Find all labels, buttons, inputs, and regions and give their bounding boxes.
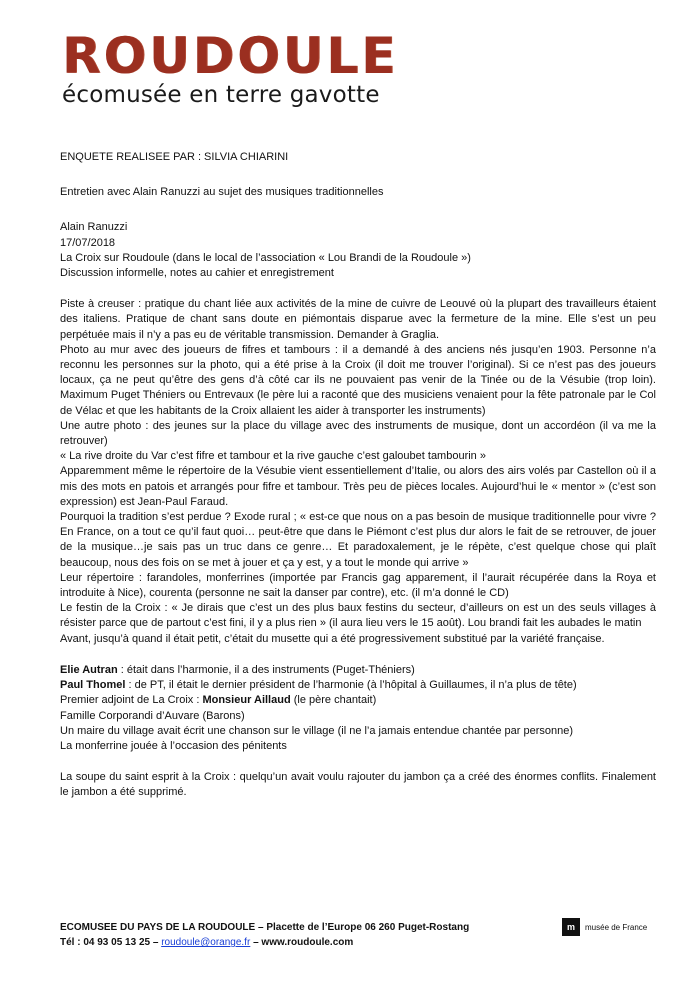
adjoint-prefix: Premier adjoint de La Croix :: [60, 694, 203, 707]
body-paragraph: Pourquoi la tradition s’est perdue ? Exode rural ; « est-ce que nous on a pas besoin de musique traditionnelle pour vivre ? En France, on a tout ce qu’il faut quoi… peut-être que dans le Piémont c’est plus dur alors le fait de se retrouver, de jouer de la musique…je sais pas un truc dans ce genre… Et paradoxalement, je le répète, c’est quelque chose qui plaît beaucoup, nous des fois on se met à jouer et ça y est, y a tout le monde qui arrive »: [60, 511, 656, 569]
footer-tel: Tél : 04 93 05 13 25 –: [60, 937, 162, 948]
interview-subject: Entretien avec Alain Ranuzzi au sujet des musiques traditionnelles: [60, 186, 384, 199]
body-paragraph: Une autre photo : des jeunes sur la place du village avec des instruments de musique, dont un accordéon (il va me la retrouver): [60, 419, 656, 448]
note-line: Un maire du village avait écrit une chanson sur le village (il ne l’a jamais entendue chantée par personne): [60, 724, 574, 737]
musee-de-france-logo: [562, 918, 647, 936]
interviewee-name: Alain Ranuzzi: [60, 221, 128, 234]
footer-email-link[interactable]: roudoule@orange.fr: [161, 937, 251, 948]
logo-subtitle: écomusée en terre gavotte: [62, 82, 380, 108]
footer-address: – Placette de l’Europe 06 260 Puget-Rostang: [255, 922, 470, 933]
footer-web: – www.roudoule.com: [250, 937, 354, 948]
body-paragraph: Avant, jusqu’à quand il était petit, c’était du musette qui a été progressivement substitué par la variété française.: [60, 632, 605, 645]
interview-type: Discussion informelle, notes au cahier et enregistrement: [60, 267, 334, 280]
interview-place: La Croix sur Roudoule (dans le local de l’association « Lou Brandi de la Roudoule »): [60, 251, 471, 264]
person-name: Elie Autran: [60, 663, 118, 676]
body-paragraph: « La rive droite du Var c’est fifre et tambour et la rive gauche c’est galoubet tambourin »: [60, 450, 486, 463]
person-entry: [60, 678, 656, 693]
note-line: Famille Corporandi d’Auvare (Barons): [60, 709, 245, 722]
ecomusee-logo: [62, 27, 399, 108]
body-paragraph: Apparemment même le répertoire de la Vésubie vient essentiellement d’Italie, ou alors des airs volés par Castellon où il a mis des mots en patois et arrangés pour fifre et tambour. Très peu de pièces locales. Aujourd’hui le « mentor » (c’est son expression) est Jean-Paul Faraud.: [60, 465, 656, 508]
person-note: : de PT, il était le dernier président de l’harmonie (à l’hôpital à Guillaumes, il n’a plus de tête): [125, 679, 577, 692]
person-note: (le père chantait): [290, 694, 377, 707]
body-paragraph: Le festin de la Croix : « Je dirais que c’est un des plus baux festins du secteur, d’ailleurs on est un des seuls villages à résister parce que de partout c’est fini, il y a plus rien » (il aura lieu vers le 15 août). Lou brandi fait les aubades le matin: [60, 602, 656, 630]
soup-paragraph: La soupe du saint esprit à la Croix : quelqu’un avait voulu rajouter du jambon ça a créé des énormes conflits. Finalement le jambon a été supprimé.: [60, 771, 656, 799]
musee-de-france-label: musée de France: [585, 922, 648, 932]
person-entry: [60, 693, 656, 708]
body-paragraph: Leur répertoire : farandoles, monferrines (importée par Francis gag apparement, il l’aurait récupérée dans la Roya et introduite à Nice), courenta (personne ne sait la danser par contre), etc. (il m’a donné le CD): [60, 571, 656, 600]
person-name: Paul Thomel: [60, 679, 126, 692]
body-paragraph: Photo au mur avec des joueurs de fifres et tambours : il a demandé à des anciens nés jusqu’en 1903. Personne n’a reconnu les personnes sur la photo, qui a été prise à la Croix (il doit me trouver l’original). Si ce n’est pas des joueurs locaux, ça ne peut qu’être des gens d’à côté car ils ne pouvaient pas venir de la Tinée ou de la Vésubie (trop loin). Maximum Puget Théniers ou Entrevaux (le père lui a raconté que des musiciens venaient pour la fête patronale par le Col de Vélac et que les habitants de la Croix allaient les aider à transporter les instruments): [60, 343, 656, 417]
interview-date: 17/07/2018: [60, 236, 116, 249]
footer-org: ECOMUSEE DU PAYS DE LA ROUDOULE: [60, 922, 256, 933]
body-paragraph: Piste à creuser : pratique du chant liée aux activités de la mine de cuivre de Leouvé où la plupart des travailleurs étaient des italiens. Pratique de chant sans doute en piémontais disparue avec la fermeture de la mine. Elle s’est un peu perpétuée mais il n’y a pas eu de véritable transmission. Demander à Graglia.: [60, 298, 656, 341]
person-entry: [60, 663, 656, 678]
logo-title: ROUDOULE: [62, 27, 399, 85]
note-line: La monferrine jouée à l’occasion des pénitents: [60, 739, 287, 752]
survey-heading: ENQUETE REALISEE PAR : SILVIA CHIARINI: [60, 151, 289, 163]
person-name: Monsieur Aillaud: [202, 694, 291, 707]
document-body: [60, 150, 656, 801]
person-note: : était dans l’harmonie, il a des instruments (Puget-Théniers): [117, 663, 415, 676]
footer-line-2: [60, 935, 660, 950]
musee-de-france-icon: m: [562, 918, 580, 936]
